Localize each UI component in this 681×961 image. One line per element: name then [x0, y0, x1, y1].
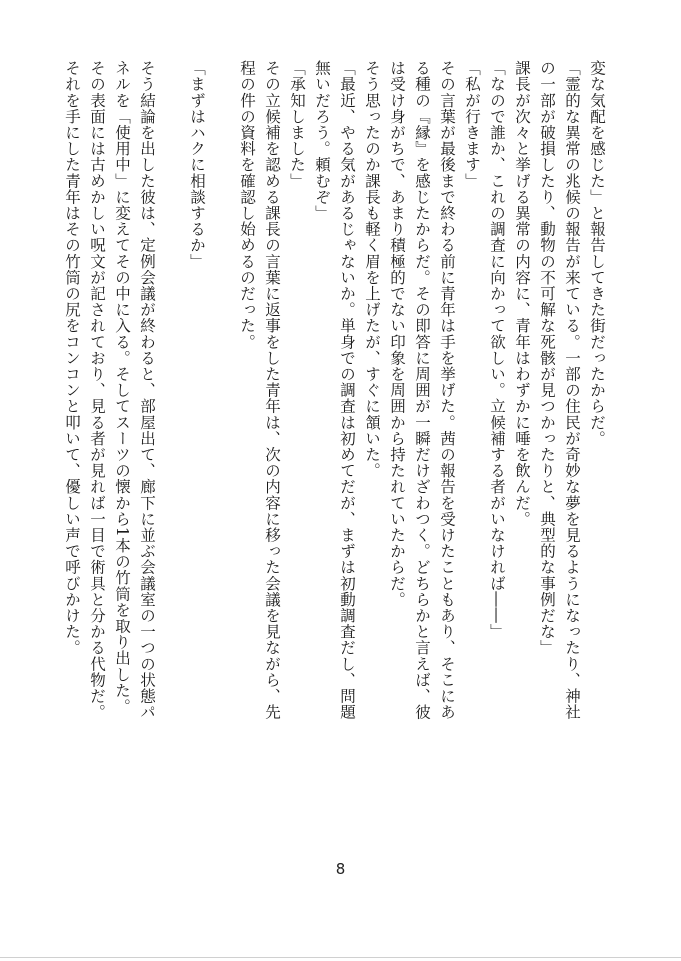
text-line: その立候補を認める課長の言葉に返事をした青年は、次の内容に移った会議を見ながら、先: [263, 60, 281, 721]
blank-line: [209, 60, 234, 830]
text-line: は受け身がちで、あまり積極的でない印象を周囲から持たれていたからだ。: [388, 60, 406, 608]
text-line: 課長が次々と挙げる異常の内容に、青年はわずかに唾を飲んだ。: [513, 60, 531, 527]
page-bottom-edge: [0, 957, 681, 958]
text-line: 「承知しました」: [288, 60, 306, 189]
text-line: 「最近、やる気があるじゃないか。単身での調査は初めてだが、まずは初動調査だし、問題: [338, 60, 356, 721]
text-line: 「なので誰か、これの調査に向かって欲しい。立候補する者がいなければ――」: [488, 60, 506, 640]
text-line: 「まずはハクに相談するか」: [188, 60, 206, 270]
page-number: 8: [335, 860, 346, 878]
text-line: その表面には古めかしい呪文が記されており、見る者が見れば一目で術具と分かる代物だ。: [88, 60, 106, 721]
text-line: ネルを「使用中」に変えてその中に入る。そしてスーツの懐から1本の竹筒を取り出した。: [113, 60, 131, 715]
text-line: 無いだろう。頼むぞ」: [313, 60, 331, 221]
text-line: る種の『縁』を感じたからだ。その即答に周囲が一瞬だけざわつく。どちらかと言えば、彼: [413, 60, 431, 721]
blank-line: [159, 60, 184, 830]
text-line: の一部が破損したり、動物の不可解な死骸が見つかったりと、典型的な事例だな」: [538, 60, 556, 656]
text-line: そう思ったのか課長も軽く眉を上げたが、すぐに頷いた。: [363, 60, 381, 479]
text-line: 「私が行きます」: [463, 60, 481, 189]
text-line: それを手にした青年はその竹筒の尻をコンコンと叩いて、優しい声で呼びかけた。: [63, 60, 81, 656]
text-line: そう結論を出した彼は、定例会議が終わると、部屋出て、廊下に並ぶ会議室の一つの状態パ: [138, 60, 156, 721]
vertical-text-body: [49, 60, 609, 830]
text-line: 程の件の資料を確認し始めるのだった。: [238, 60, 256, 350]
text-line: 変な気配を感じた」と報告してきた街だったからだ。: [588, 60, 606, 447]
text-line: その言葉が最後まで終わる前に青年は手を挙げた。茜の報告を受けたこともあり、そこにあ: [438, 60, 456, 721]
text-line: 「霊的な異常の兆候の報告が来ている。一部の住民が奇妙な夢を見るようになったり、神社: [563, 60, 581, 721]
